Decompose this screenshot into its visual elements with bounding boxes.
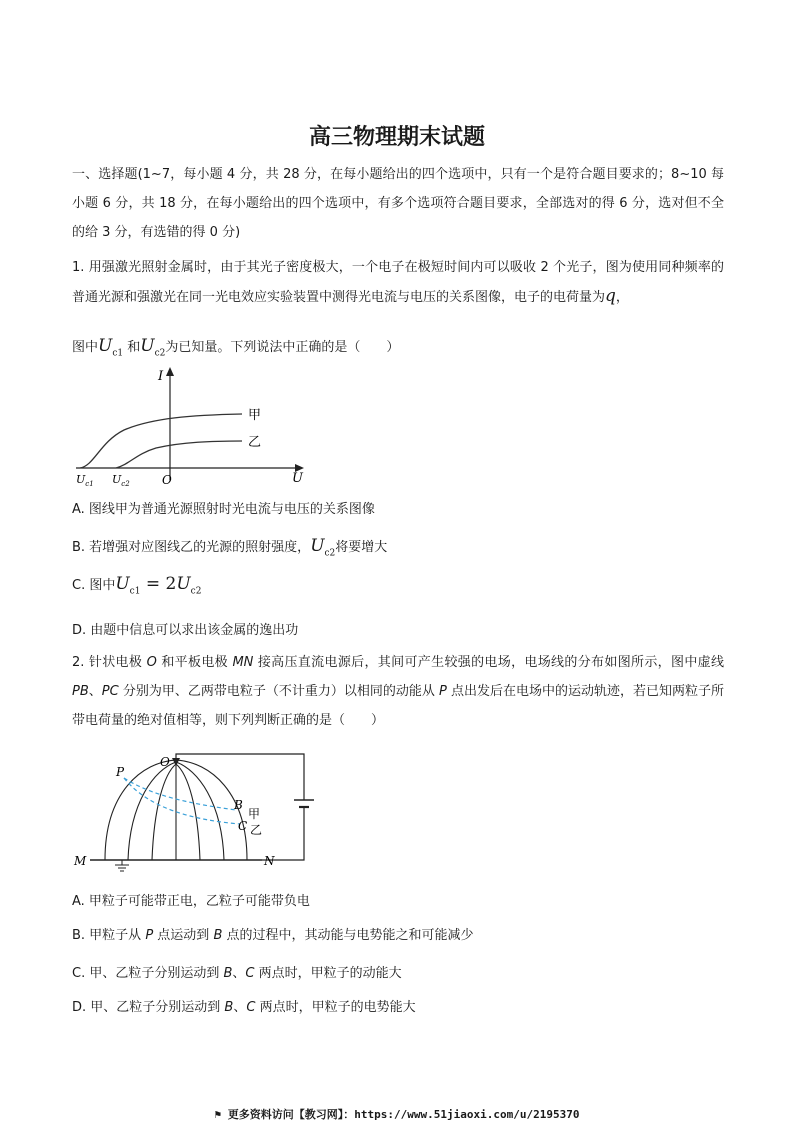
footer xyxy=(0,1106,794,1122)
q2-option-c: C. 甲、乙粒子分别运动到 B、C 两点时，甲粒子的动能大 xyxy=(72,966,402,981)
label-b: B xyxy=(234,798,243,812)
label-c: C xyxy=(238,819,248,833)
q2-field-diagram xyxy=(72,752,322,872)
uc2-symbol: $U_{c2}$ xyxy=(140,336,166,359)
q2-stem: 2. 针状电极 O 和平板电极 MN 接高压直流电源后，其间可产生较强的电场，电场线的分布如图所示，图中虚线 PB、PC 分别为甲、乙两带电粒子（不计重力）以相同的动能从 P 点出发后在电场中的运动轨迹，若已知两粒子所带电荷量的绝对值相等，则下列判断正确的是（ ） xyxy=(72,655,724,728)
axis-i-label: I xyxy=(158,369,164,384)
q1-stem-line2: 图中$U_{c1}$ 和$U_{c2}$为已知量。下列说法中正确的是（ ） xyxy=(72,336,400,359)
curve-yi-label: 乙 xyxy=(248,435,262,450)
tick-uc2: $U_{c2}$ xyxy=(112,473,130,488)
label-m: M xyxy=(74,854,87,868)
label-yi: 乙 xyxy=(250,823,263,837)
origin-label: O xyxy=(162,473,172,487)
flag-icon: ⚑ xyxy=(214,1108,222,1121)
curve-jia-label: 甲 xyxy=(248,408,262,423)
label-o: O xyxy=(160,755,170,769)
q2-option-a: A. 甲粒子可能带正电，乙粒子可能带负电 xyxy=(72,894,310,909)
section-heading: 一、选择题(1~7，每小题 4 分，共 28 分，在每小题给出的四个选项中，只有一个是符合题目要求的；8~10 每小题 6 分，共 18 分，在每小题给出的四个选项中，有多个选项符合题目要求，全部选对的得 6 分，选对但不全的给 3 分，有选错的得 0 分) xyxy=(72,167,724,240)
charge-symbol: q xyxy=(605,286,616,306)
q1-option-a: A. 图线甲为普通光源照射时光电流与电压的关系图像 xyxy=(72,502,375,517)
uc1-symbol: $U_{c1}$ xyxy=(98,336,124,359)
q1-option-d: D. 由题中信息可以求出该金属的逸出功 xyxy=(72,623,299,638)
curve-yi xyxy=(116,441,242,468)
label-n: N xyxy=(264,854,275,868)
page-title: 高三物理期末试题 xyxy=(308,124,485,150)
tick-uc1: $U_{c1}$ xyxy=(76,473,94,488)
label-jia: 甲 xyxy=(248,807,261,821)
footer-link-text[interactable]: 更多资料访问【教习网】：https://www.51jiaoxi.com/u/2195370 xyxy=(227,1108,580,1121)
q2-option-b: B. 甲粒子从 P 点运动到 B 点的过程中，其动能与电势能之和可能减少 xyxy=(72,928,474,943)
label-p: P xyxy=(116,765,125,779)
q1-option-c: C. 图中$U_{c1} = 2U_{c2}$ xyxy=(72,574,202,597)
q1-stem: 1. 用强激光照射金属时，由于其光子密度极大，一个电子在极短时间内可以吸收 2 个光子，图为使用同种频率的普通光源和强激光在同一光电效应实验装置中测得光电流与电压的关系图像，电子的电荷量为q， xyxy=(72,260,724,306)
axis-u-label: U xyxy=(292,471,303,486)
q1-option-b: B. 若增强对应图线乙的光源的照射强度，$U_{c2}$将要增大 xyxy=(72,536,388,559)
trajectory-pc xyxy=(124,778,240,824)
q1-iu-graph xyxy=(72,362,312,488)
q2-option-d: D. 甲、乙粒子分别运动到 B、C 两点时，甲粒子的电势能大 xyxy=(72,1000,416,1015)
